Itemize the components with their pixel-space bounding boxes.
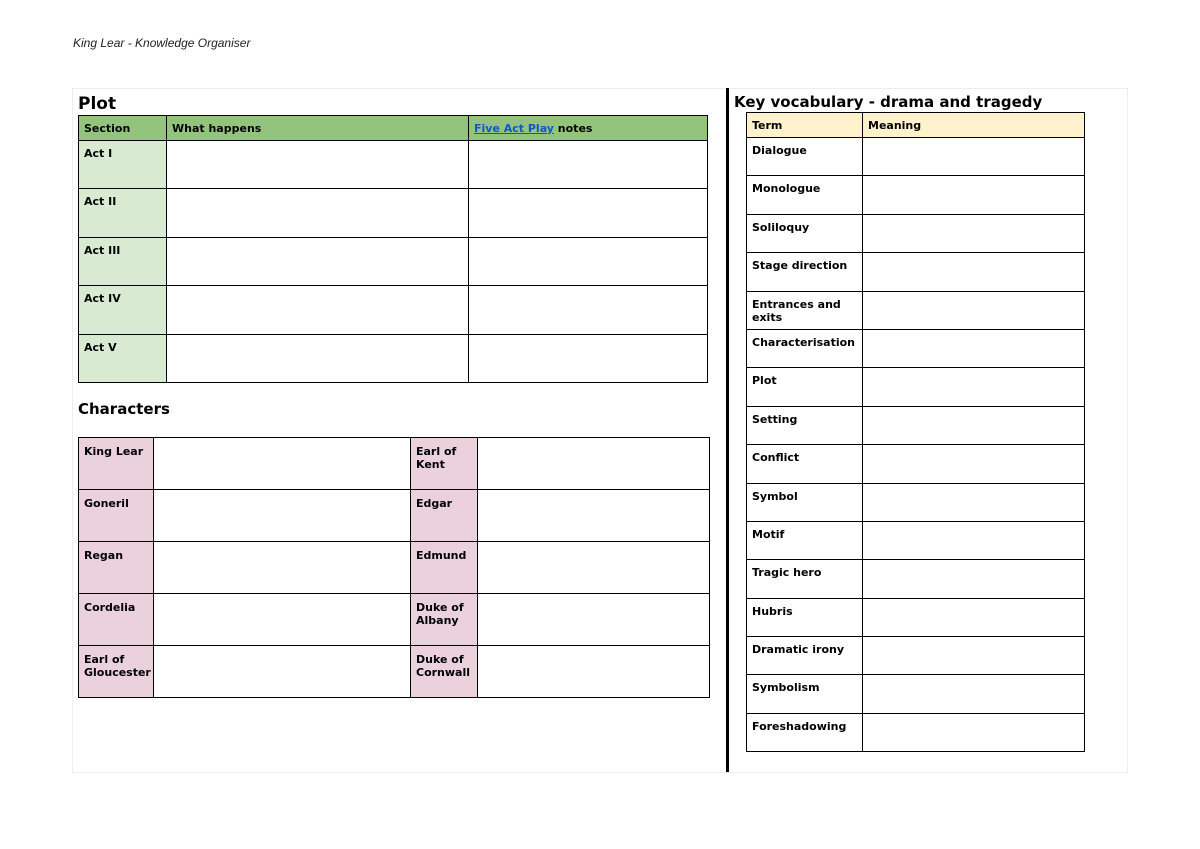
character-name: Duke of Albany	[411, 594, 478, 646]
what-happens-cell[interactable]	[167, 189, 469, 237]
table-row	[747, 368, 1085, 406]
table-row	[79, 141, 708, 189]
plot-header-row	[79, 116, 708, 141]
vocabulary-term: Setting	[747, 406, 863, 444]
plot-header-what-happens: What happens	[167, 116, 469, 141]
character-notes-cell[interactable]	[154, 490, 411, 542]
what-happens-cell[interactable]	[167, 334, 469, 382]
table-row	[79, 334, 708, 382]
meaning-cell[interactable]	[863, 329, 1085, 367]
table-row	[747, 637, 1085, 675]
vocabulary-title: Key vocabulary - drama and tragedy	[734, 93, 1043, 111]
table-row	[79, 438, 710, 490]
character-name: Goneril	[79, 490, 154, 542]
character-notes-cell[interactable]	[154, 646, 411, 698]
character-notes-cell[interactable]	[478, 542, 710, 594]
notes-cell[interactable]	[469, 237, 708, 285]
characters-table	[78, 437, 710, 698]
act-label: Act IV	[79, 286, 167, 334]
what-happens-cell[interactable]	[167, 286, 469, 334]
table-row	[747, 675, 1085, 713]
meaning-cell[interactable]	[863, 521, 1085, 559]
act-label: Act II	[79, 189, 167, 237]
vocabulary-term: Characterisation	[747, 329, 863, 367]
character-name: King Lear	[79, 438, 154, 490]
vocabulary-term: Motif	[747, 521, 863, 559]
table-row	[747, 713, 1085, 751]
table-row	[747, 253, 1085, 291]
character-name: Earl of Kent	[411, 438, 478, 490]
table-row	[747, 598, 1085, 636]
character-notes-cell[interactable]	[154, 594, 411, 646]
notes-cell[interactable]	[469, 286, 708, 334]
characters-title: Characters	[78, 400, 170, 418]
meaning-cell[interactable]	[863, 368, 1085, 406]
character-name: Edgar	[411, 490, 478, 542]
character-notes-cell[interactable]	[154, 438, 411, 490]
meaning-cell[interactable]	[863, 637, 1085, 675]
character-notes-cell[interactable]	[478, 594, 710, 646]
meaning-cell[interactable]	[863, 483, 1085, 521]
vocabulary-term: Stage direction	[747, 253, 863, 291]
table-row	[747, 291, 1085, 329]
meaning-cell[interactable]	[863, 214, 1085, 252]
table-row	[747, 445, 1085, 483]
meaning-cell[interactable]	[863, 675, 1085, 713]
document-header: King Lear - Knowledge Organiser	[73, 36, 251, 50]
table-row	[79, 189, 708, 237]
what-happens-cell[interactable]	[167, 141, 469, 189]
table-row	[747, 138, 1085, 176]
character-notes-cell[interactable]	[478, 438, 710, 490]
act-label: Act V	[79, 334, 167, 382]
vocabulary-term: Dialogue	[747, 138, 863, 176]
meaning-cell[interactable]	[863, 138, 1085, 176]
plot-table	[78, 115, 708, 383]
table-row	[747, 406, 1085, 444]
vocabulary-term: Dramatic irony	[747, 637, 863, 675]
vocabulary-term: Plot	[747, 368, 863, 406]
table-row	[747, 176, 1085, 214]
vocabulary-term: Symbolism	[747, 675, 863, 713]
table-row	[747, 483, 1085, 521]
notes-cell[interactable]	[469, 334, 708, 382]
plot-header-notes	[469, 116, 708, 141]
vocabulary-term: Monologue	[747, 176, 863, 214]
table-row	[79, 286, 708, 334]
table-row	[747, 560, 1085, 598]
plot-header-section: Section	[79, 116, 167, 141]
meaning-cell[interactable]	[863, 560, 1085, 598]
vocabulary-term: Foreshadowing	[747, 713, 863, 751]
character-notes-cell[interactable]	[478, 646, 710, 698]
vocabulary-term: Tragic hero	[747, 560, 863, 598]
character-name: Duke of Cornwall	[411, 646, 478, 698]
vocabulary-term: Conflict	[747, 445, 863, 483]
character-name: Cordelia	[79, 594, 154, 646]
meaning-cell[interactable]	[863, 176, 1085, 214]
notes-cell[interactable]	[469, 141, 708, 189]
column-divider	[726, 88, 729, 772]
table-row	[79, 646, 710, 698]
character-name: Regan	[79, 542, 154, 594]
five-act-play-link[interactable]: Five Act Play	[474, 122, 554, 135]
act-label: Act III	[79, 237, 167, 285]
character-name: Earl of Gloucester	[79, 646, 154, 698]
table-row	[79, 594, 710, 646]
table-row	[747, 521, 1085, 559]
vocabulary-term: Hubris	[747, 598, 863, 636]
character-name: Edmund	[411, 542, 478, 594]
table-row	[747, 214, 1085, 252]
vocabulary-term: Entrances and exits	[747, 291, 863, 329]
what-happens-cell[interactable]	[167, 237, 469, 285]
vocabulary-header-meaning: Meaning	[863, 113, 1085, 138]
plot-header-notes-suffix: notes	[553, 122, 593, 135]
notes-cell[interactable]	[469, 189, 708, 237]
meaning-cell[interactable]	[863, 445, 1085, 483]
vocabulary-term: Symbol	[747, 483, 863, 521]
table-row	[747, 329, 1085, 367]
vocabulary-header-term: Term	[747, 113, 863, 138]
vocabulary-header-row	[747, 113, 1085, 138]
meaning-cell[interactable]	[863, 253, 1085, 291]
vocabulary-term: Soliloquy	[747, 214, 863, 252]
meaning-cell[interactable]	[863, 713, 1085, 751]
character-notes-cell[interactable]	[478, 490, 710, 542]
table-row	[79, 237, 708, 285]
vocabulary-table	[746, 112, 1085, 752]
table-row	[79, 490, 710, 542]
plot-title: Plot	[78, 94, 117, 114]
table-row	[79, 542, 710, 594]
act-label: Act I	[79, 141, 167, 189]
meaning-cell[interactable]	[863, 598, 1085, 636]
meaning-cell[interactable]	[863, 406, 1085, 444]
meaning-cell[interactable]	[863, 291, 1085, 329]
character-notes-cell[interactable]	[154, 542, 411, 594]
